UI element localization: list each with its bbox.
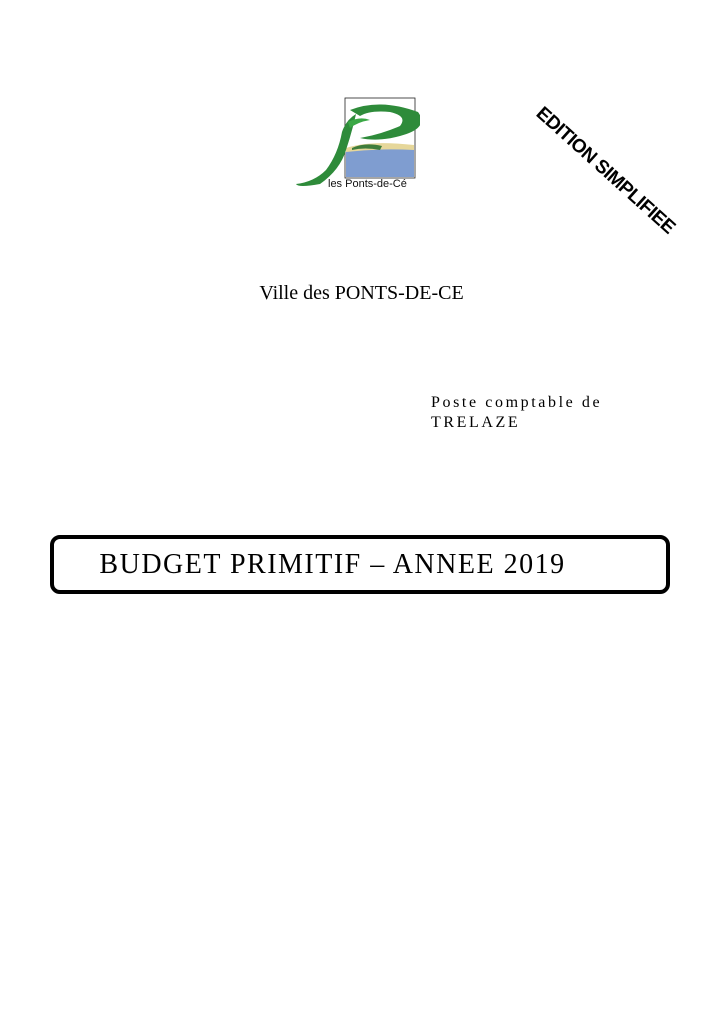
poste-line-2: TRELAZE	[431, 414, 521, 431]
poste-comptable	[431, 393, 602, 433]
edition-stamp: EDITION SIMPLIFIEE	[531, 102, 679, 239]
poste-line-1: Poste comptable de	[431, 394, 603, 411]
budget-title-box	[50, 535, 670, 594]
city-name: Ville des PONTS-DE-CE	[259, 282, 464, 304]
logo-text: les Ponts-de-Cé	[328, 178, 407, 190]
municipal-logo	[290, 92, 420, 192]
budget-title: BUDGET PRIMITIF – ANNEE 2019	[99, 548, 566, 580]
logo-graphic	[290, 92, 420, 192]
